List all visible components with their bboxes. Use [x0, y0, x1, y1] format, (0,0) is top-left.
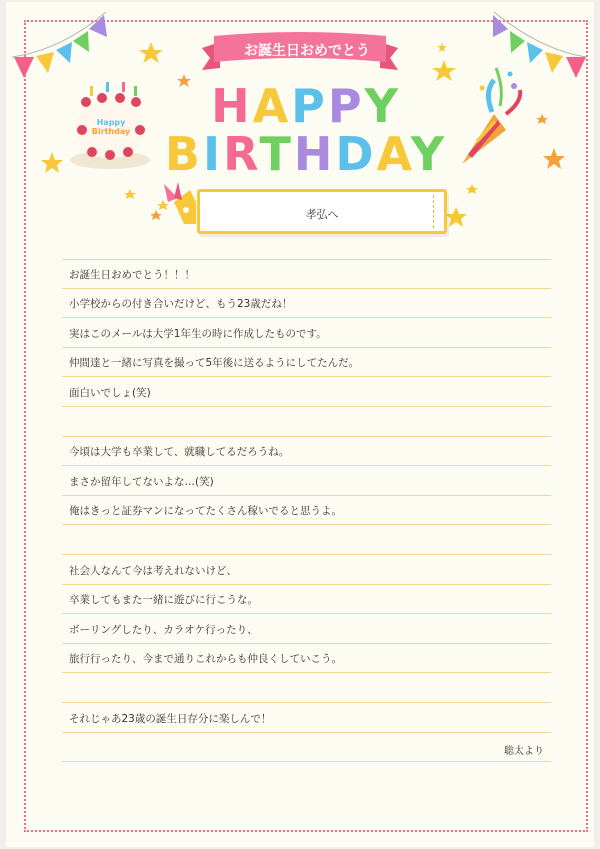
letter-line-text: 今頃は大学も卒業して、就職してるだろうね。 — [69, 446, 290, 459]
letter-line-text: ボーリングしたり、カラオケ行ったり、 — [69, 623, 258, 636]
letter-line-text: 実はこのメールは大学1年生の時に作成したものです。 — [69, 327, 327, 340]
letter-line — [62, 377, 551, 407]
letter-line-text: お誕生日おめでとう！！！ — [69, 268, 195, 281]
letter-line — [62, 289, 551, 319]
signature: 聡太より — [504, 746, 544, 757]
letter-line — [62, 259, 551, 289]
letter-line-text: 卒業してもまた一緒に遊びに行こうな。 — [69, 594, 258, 607]
bunting-left-icon — [12, 12, 107, 78]
recipient-name: 孝弘へ — [305, 208, 339, 221]
title-letter: T — [259, 127, 294, 181]
title-birthday — [146, 127, 466, 181]
ribbon-text: お誕生日おめでとう — [244, 43, 370, 59]
letter-line-text: まさか留年してないよな…(笑) — [69, 475, 214, 488]
letter-line — [62, 407, 551, 437]
title-letter: A — [252, 79, 292, 133]
letter-line-text: 俺はきっと証券マンになってたくさん稼いでると思うよ。 — [69, 505, 342, 518]
cake-text-birthday: Birthday — [91, 127, 131, 136]
letter-paper — [6, 2, 594, 847]
title-letter: P — [291, 79, 328, 133]
letter-line — [62, 614, 551, 644]
title-letter: R — [223, 127, 260, 181]
title-letter: H — [211, 79, 253, 133]
title-letter: H — [293, 127, 336, 181]
letter-line — [62, 644, 551, 674]
letter-line — [62, 733, 551, 763]
title-letter: I — [202, 127, 224, 181]
letter-line — [62, 585, 551, 615]
letter-line — [62, 348, 551, 378]
party-popper-icon — [462, 68, 520, 164]
letter-line — [62, 466, 551, 496]
letter-line-text: 仲間達と一緒に写真を撮って5年後に送るようにしてたんだ。 — [69, 357, 360, 370]
title-letter: B — [164, 127, 203, 181]
letter-body — [62, 259, 551, 762]
letter-line-text: 社会人なんて今は考えれないけど、 — [69, 564, 237, 577]
recipient-card — [197, 189, 447, 234]
title-letter: Y — [364, 79, 401, 133]
cake-text-happy: Happy — [96, 118, 126, 127]
title-letter: P — [327, 79, 365, 133]
gift-tag-icon — [164, 182, 196, 224]
letter-line — [62, 703, 551, 733]
letter-line — [62, 437, 551, 467]
letter-line-text: 小学校からの付き合いだけど、もう23歳だね！ — [69, 298, 293, 311]
letter-line-text: 旅行行ったり、今まで通りこれからも仲良くしていこう。 — [69, 653, 342, 666]
cake-text — [82, 118, 140, 136]
letter-line — [62, 525, 551, 555]
letter-line — [62, 496, 551, 526]
letter-line — [62, 555, 551, 585]
letter-line — [62, 318, 551, 348]
letter-line — [62, 673, 551, 703]
title-letter: D — [335, 127, 377, 181]
bunting-right-icon — [493, 12, 586, 78]
title-letter: Y — [410, 127, 448, 181]
letter-line-text: 面白いでしょ(笑) — [69, 386, 151, 399]
title-happy — [146, 79, 466, 133]
title-letter: A — [376, 127, 411, 181]
letter-line-text: それじゃあ23歳の誕生日存分に楽しんで！ — [69, 712, 272, 725]
